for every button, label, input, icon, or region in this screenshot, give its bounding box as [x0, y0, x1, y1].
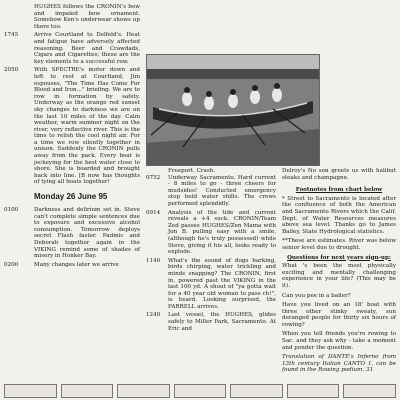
log-entry [4, 67, 140, 186]
log-entry [4, 262, 140, 269]
thumbnail-image [174, 384, 227, 398]
log-entry [146, 258, 276, 311]
closing-note: Translation of DANTE's Inferno from 13th century Italian CANTO 1, can be found in the Rowing podium. 31 [282, 354, 396, 374]
entry-time: 0100 [4, 207, 19, 214]
entry-text: Underway Sacramento. Hard current - 8 miles to go - three cheers for mudsides! Conducted emergency stop held water shills. The crews performed splendidly. [168, 174, 276, 207]
entry-time: 1745 [4, 32, 19, 39]
log-entry [4, 4, 140, 30]
entry-text: Last vessel, the HUGHES, glides safely to Miller Park, Sacramento. At Eric and [168, 312, 276, 332]
entry-text: Arrive Courtland to Delfeld's. Heat and fatigue have adversely affected reasoning. Beer and Crawdads, Cigars and Cigarettes; these are the key elements to a successful row. [34, 32, 140, 65]
question-item: Can you pee in a bailer? [282, 292, 351, 299]
question-item: Have you lived on an 18' boat with three other stinky sweaty, sun deranged people for thirty six hours of rowing? [282, 302, 396, 328]
middle-column [146, 168, 276, 332]
entry-time: 1140 [146, 257, 161, 264]
entry-text: Freeport. Crash. [168, 168, 216, 174]
entry-time: 0914 [146, 209, 161, 216]
thumbnail-image [287, 384, 340, 398]
entry-text: What's the sound of dogs barking, birds chirping, water trickling and minds snapping? The CRONIN, first in, powered past the VIKING in the last 100 yd. A shout of "ya gotta wait for a 40 year old woman to pass ch!", is heard. Looking surprised, the FARRELL arrives. [168, 257, 276, 310]
entry-text: With SPECTRE's motor down and left to rest at Courtland, Jim espouses, "The Time Has Come For Blood and Iron..." briefing. We are to row in formation by safety. Underway as the orange red sunset sky changes to darkness we are on the last 10 miles of the day. Calm weather, warm summer night on the river, very reflective river. This is the time to relish the cool night air. For a time we row silently together in unison. Suddenly the CRONIN pulls away from the pack. Every boat is jockeying for the best water close to shore. She is boarded and brought back into line. [B now has thoughts of tying all boats together! [34, 67, 140, 186]
log-entry [4, 32, 140, 65]
footnote: **These are estimates. River was below senior level due to drought. [282, 238, 396, 251]
entry-text: Many changes later we arrive [34, 261, 119, 268]
thumbnail-image [117, 384, 170, 398]
bottom-image-strip [4, 384, 396, 398]
entry-time [146, 168, 168, 175]
right-column [282, 168, 396, 377]
entry-text: Darkness and delirium set in. Steve can't complete simple sentences due to exposure and excessive alcohol consumption. Tomorrow deploys secret Flash faster. Padmic and Deborah together again in the VIKING remind some of shades of misery in Honker Bay. [34, 207, 140, 260]
questions-intro: What 's been the most physically exciting and mentally challenging experience in your life? (This may be it). [282, 263, 396, 289]
thumbnail-image [230, 384, 283, 398]
entry-time: 0200 [4, 261, 19, 268]
entry-text: Analysis of the tide and current reveals a +4 suck. CRONIN/Team Zed passes HUGHES/Zen Mama with Jon B. pulling easy with a smile, (although he's truly possessed) while Steve, giving it his all, looks ready to explode. [168, 209, 276, 256]
thumbnail-image [61, 384, 114, 398]
entry-text: HUGHES follows the CRONIN's bow and impaled bow ornament. Somehow Ken's underwear shows up there too. [34, 4, 140, 30]
entry-time: 1240 [146, 312, 161, 319]
log-entry [146, 175, 276, 208]
intro-text: Delroy's No son greets us with halibut steaks and champagne. [282, 168, 396, 181]
question-item: When you tell friends you're rowing to Sac. and they ask why - take a moment and ponder the question. [282, 331, 396, 351]
log-entry [4, 207, 140, 260]
day-heading: Monday 26 June 95 [34, 192, 108, 202]
footnote: * Street to Sacramento is located after the confluence of both the American and Sacramento Rivers which the Calif. Dept. of Water Resources measures above sea level. Thanks go to James Bailey, State Hydrological statistics. [282, 195, 396, 235]
log-entry [146, 168, 276, 175]
log-entry [146, 210, 276, 256]
thumbnail-image [4, 384, 57, 398]
entry-time: 0752 [146, 174, 161, 181]
rowing-crew-photo [146, 54, 320, 166]
left-column [4, 4, 140, 268]
photo-illustration [147, 55, 319, 165]
log-entry [146, 312, 276, 332]
footnotes-heading: Footnotes from chart below [295, 187, 383, 194]
entry-time [4, 4, 34, 30]
entry-time: 2050 [4, 67, 19, 74]
thumbnail-image [343, 384, 396, 398]
questions-heading: Questions for next years sign-up: [287, 254, 391, 261]
